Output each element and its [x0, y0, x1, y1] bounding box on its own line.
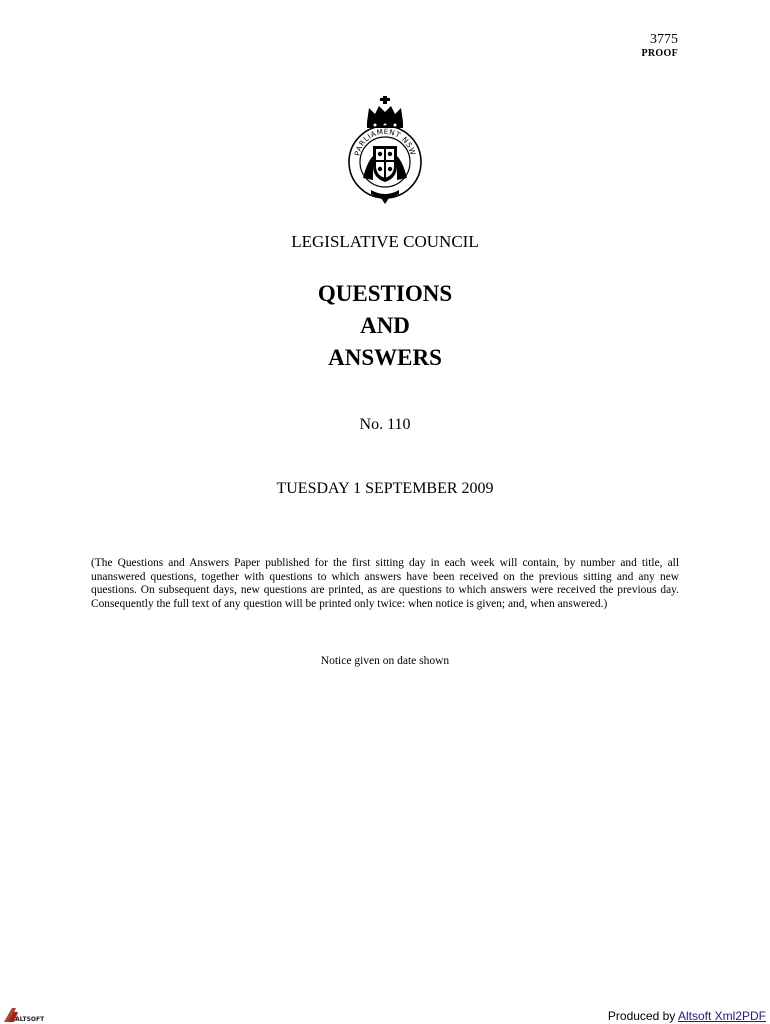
document-title — [0, 278, 770, 374]
title-line-and: AND — [360, 313, 410, 338]
notice-line: Notice given on date shown — [320, 655, 450, 667]
page-number: 3775 — [650, 32, 678, 47]
issue-date: TUESDAY 1 SEPTEMBER 2009 — [276, 480, 494, 497]
intro-note: (The Questions and Answers Paper published for the first sitting day in each week will contain, by number and title, all unanswered questions, together with questions to which answers have been received on the previous sitting and any new questions. On subsequent days, new questions are printed, as are questions to which answers were received the previous day. Consequently the full text of any question will be printed only twice: when notice is given; and, when answered.) — [91, 557, 679, 610]
crest-ring-text: PARLIAMENT NSW — [352, 126, 418, 157]
issue-number: No. 110 — [359, 416, 411, 433]
altsoft-logo-text: ALTSOFT — [15, 1016, 45, 1023]
proof-label: PROOF — [641, 48, 678, 59]
altsoft-logo-icon — [2, 1006, 48, 1024]
producer-prefix: Produced by — [607, 1009, 678, 1023]
footer-producer — [608, 1009, 766, 1023]
title-line-questions: QUESTIONS — [317, 281, 453, 306]
parliament-nsw-crest-icon — [345, 94, 425, 206]
producer-link[interactable]: Altsoft Xml2PDF — [677, 1009, 766, 1023]
house-name: LEGISLATIVE COUNCIL — [291, 232, 479, 251]
title-line-answers: ANSWERS — [328, 345, 442, 370]
